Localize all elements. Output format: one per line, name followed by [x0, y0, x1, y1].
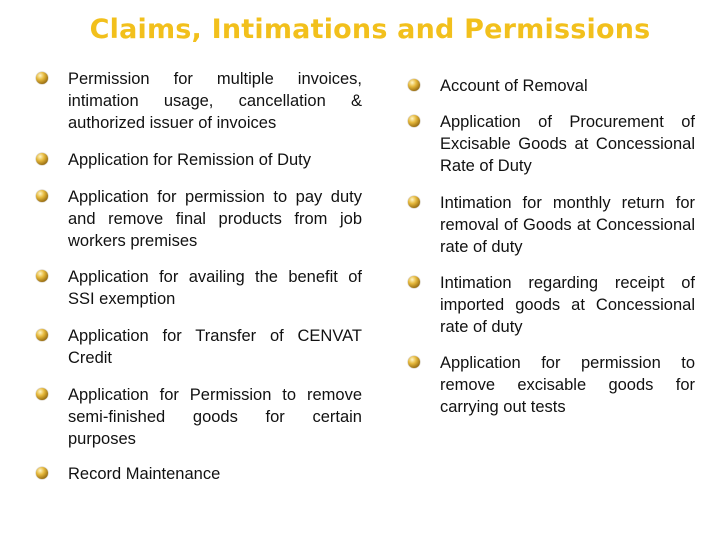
- bullet-icon: [36, 329, 48, 341]
- list-item: [36, 149, 362, 171]
- bullet-icon: [408, 196, 420, 208]
- bullet-icon: [408, 79, 420, 91]
- list-item-text: Permission for multiple invoices, intimation usage, cancellation & authorized issuer of invoices: [68, 70, 362, 132]
- list-item-text: Record Maintenance: [68, 465, 221, 483]
- bullet-icon: [408, 276, 420, 288]
- bullet-icon: [36, 467, 48, 479]
- bullet-icon: [36, 153, 48, 165]
- list-item: [36, 384, 362, 450]
- bullet-icon: [36, 270, 48, 282]
- list-item: [408, 75, 695, 97]
- bullet-icon: [408, 115, 420, 127]
- list-item: [36, 325, 362, 369]
- list-item-text: Application for availing the benefit of SSI exemption: [68, 268, 362, 308]
- bullet-icon: [36, 72, 48, 84]
- list-item-text: Application for permission to remove excisable goods for carrying out tests: [440, 354, 695, 416]
- bullet-icon: [408, 356, 420, 368]
- list-item-text: Intimation for monthly return for removal of Goods at Concessional rate of duty: [440, 194, 695, 256]
- list-item: [408, 192, 695, 258]
- bullet-icon: [36, 190, 48, 202]
- list-item-text: Application for Permission to remove semi-finished goods for certain purposes: [68, 386, 362, 448]
- list-item: [408, 352, 695, 418]
- list-item-text: Account of Removal: [440, 77, 588, 95]
- list-item-text: Application for Remission of Duty: [68, 151, 312, 169]
- list-item: [408, 272, 695, 338]
- list-item: [36, 463, 362, 485]
- list-item: [408, 111, 695, 177]
- list-item-text: Application for Transfer of CENVAT Credit: [68, 327, 362, 367]
- list-item-text: Application for permission to pay duty and remove final products from job workers premises: [68, 188, 362, 250]
- slide-title: Claims, Intimations and Permissions: [89, 14, 651, 45]
- list-item: [36, 266, 362, 310]
- bullet-icon: [36, 388, 48, 400]
- list-item: [36, 68, 362, 134]
- list-item-text: Intimation regarding receipt of imported goods at Concessional rate of duty: [440, 274, 695, 336]
- list-item: [36, 186, 362, 252]
- list-item-text: Application of Procurement of Excisable Goods at Concessional Rate of Duty: [440, 113, 695, 175]
